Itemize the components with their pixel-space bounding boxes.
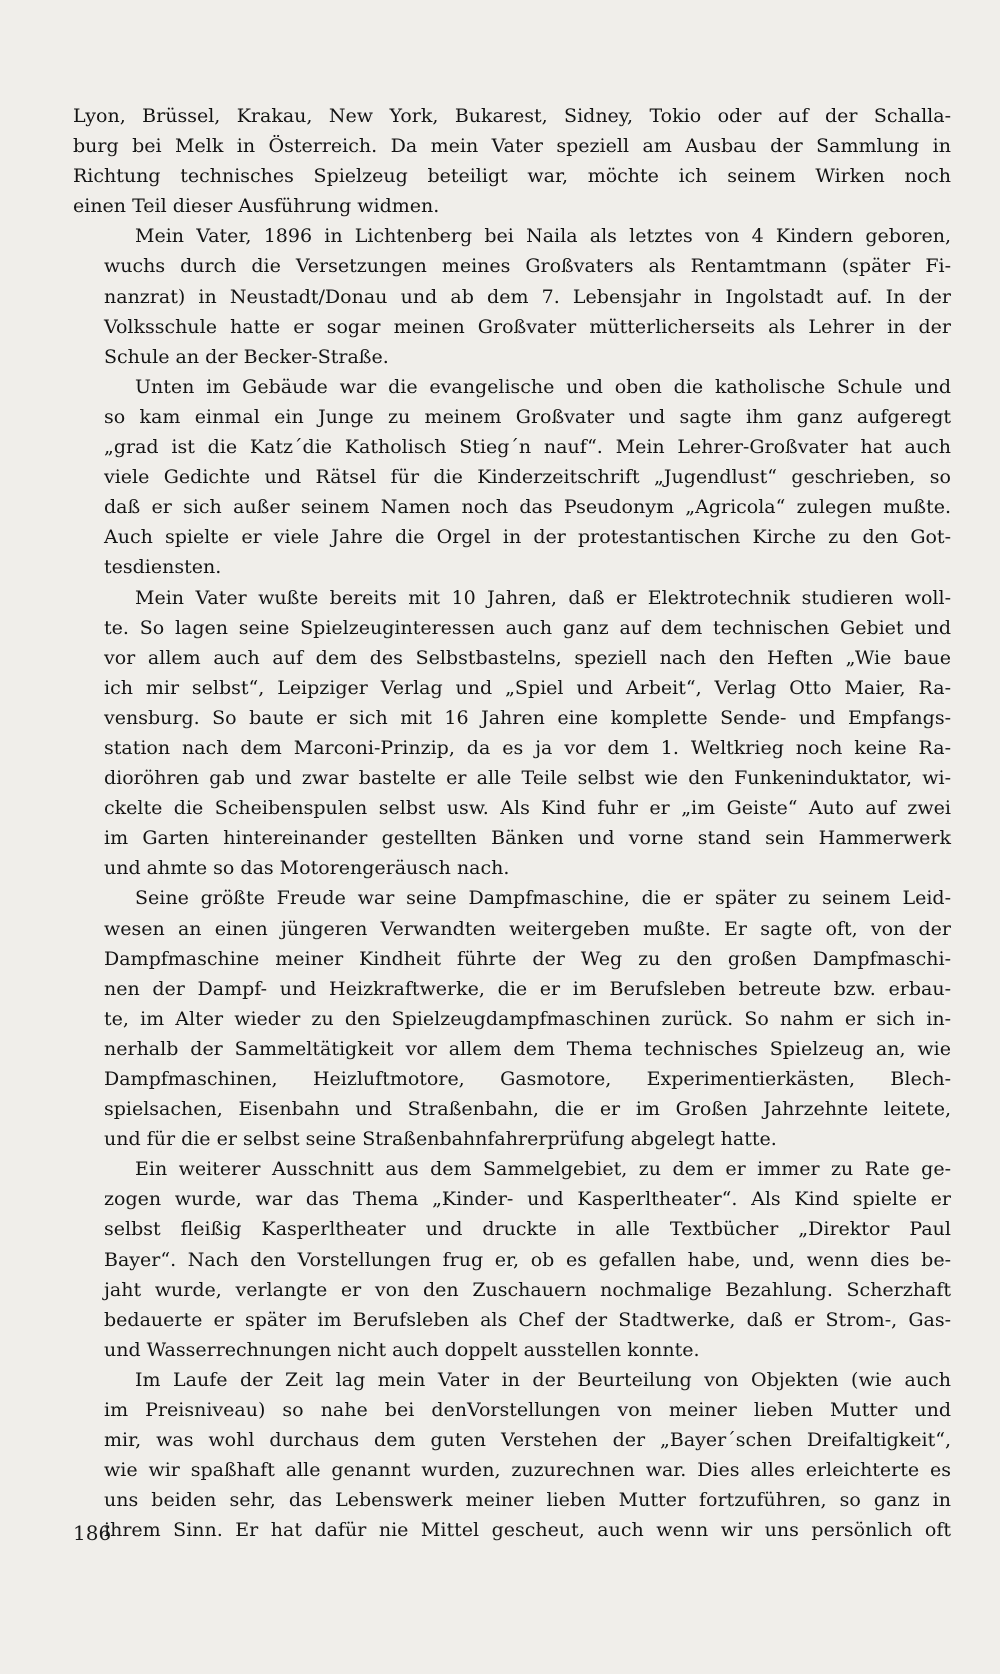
text-line: uns beiden sehr, das Lebenswerk meiner lieben Mutter fortzuführen, so ganz in <box>104 1489 951 1512</box>
text-line: Lyon, Brüssel, Krakau, New York, Bukarest, Sidney, Tokio oder auf der Schalla- <box>73 105 951 127</box>
text-line: nerhalb der Sammeltätigkeit vor allem dem Thema technisches Spielzeug an, wie <box>104 1037 951 1060</box>
text-line: nen der Dampf- und Heizkraftwerke, die er im Berufsleben betreute bzw. erbau- <box>104 977 951 1000</box>
text-line: nanzrat) in Neustadt/Donau und ab dem 7. Lebensjahr in Ingolstadt auf. In der <box>104 285 951 308</box>
text-line: ckelte die Scheibenspulen selbst usw. Als Kind fuhr er „im Geiste“ Auto auf zwei <box>104 797 951 820</box>
text-line: so kam einmal ein Junge zu meinem Großvater und sagte ihm ganz aufgeregt <box>104 405 951 428</box>
text-line: vensburg. So baute er sich mit 16 Jahren eine komplette Sende- und Empfangs- <box>104 706 951 729</box>
paragraph <box>73 221 951 371</box>
text-line: ihrem Sinn. Er hat dafür nie Mittel gescheut, auch wenn wir uns persönlich oft <box>104 1519 951 1542</box>
text-line: ich mir selbst“, Leipziger Verlag und „Spiel und Arbeit“, Verlag Otto Maier, Ra- <box>104 676 951 699</box>
paragraph <box>73 101 951 221</box>
text-line: und ahmte so das Motorengeräusch nach. <box>104 857 510 880</box>
text-line: burg bei Melk in Österreich. Da mein Vater speziell am Ausbau der Sammlung in <box>73 135 951 158</box>
body-text <box>73 101 951 1546</box>
text-line: Dampfmaschinen, Heizluftmotore, Gasmotore, Experimentierkästen, Blech- <box>104 1068 951 1090</box>
text-line: im Preisniveau) so nahe bei denVorstellungen von meiner lieben Mutter und <box>104 1399 951 1422</box>
paragraph <box>73 1154 951 1365</box>
text-line: te, im Alter wieder zu den Spielzeugdampfmaschinen zurück. So nahm er sich in- <box>104 1007 951 1030</box>
text-line: tesdiensten. <box>104 556 222 579</box>
paragraph <box>73 372 951 583</box>
text-line: te. So lagen seine Spielzeuginteressen auch ganz auf dem technischen Gebiet und <box>104 616 951 639</box>
text-line: jaht wurde, verlangte er von den Zuschauern nochmalige Bezahlung. Scherzhaft <box>104 1278 951 1301</box>
text-line: wie wir spaßhaft alle genannt wurden, zuzurechnen war. Dies alles erleichterte es <box>104 1459 951 1482</box>
text-line: Dampfmaschine meiner Kindheit führte der Weg zu den großen Dampfmaschi- <box>104 947 951 970</box>
text-line: Auch spielte er viele Jahre die Orgel in der protestantischen Kirche zu den Got- <box>104 526 951 549</box>
paragraph <box>73 583 951 884</box>
text-line: bedauerte er später im Berufsleben als Chef der Stadtwerke, daß er Strom-, Gas- <box>104 1308 951 1331</box>
text-line: viele Gedichte und Rätsel für die Kinderzeitschrift „Jugendlust“ geschrieben, so <box>104 466 951 489</box>
text-line: einen Teil dieser Ausführung widmen. <box>73 195 440 218</box>
text-line: und Wasserrechnungen nicht auch doppelt ausstellen konnte. <box>104 1338 700 1361</box>
text-line: zogen wurde, war das Thema „Kinder- und Kasperltheater“. Als Kind spielte er <box>104 1188 951 1211</box>
text-line: Ein weiterer Ausschnitt aus dem Sammelgebiet, zu dem er immer zu Rate ge- <box>135 1158 951 1181</box>
text-line: Unten im Gebäude war die evangelische und oben die katholische Schule und <box>135 375 951 398</box>
text-line: mir, was wohl durchaus dem guten Verstehen der „Bayer´schen Dreifaltigkeit“, <box>104 1429 951 1452</box>
text-line: daß er sich außer seinem Namen noch das Pseudonym „Agricola“ zulegen mußte. <box>104 496 951 519</box>
text-line: station nach dem Marconi-Prinzip, da es ja vor dem 1. Weltkrieg noch keine Ra- <box>104 736 951 759</box>
text-line: Bayer“. Nach den Vorstellungen frug er, ob es gefallen habe, und, wenn dies be- <box>104 1248 951 1271</box>
text-line: wuchs durch die Versetzungen meines Großvaters als Rentamtmann (später Fi- <box>104 255 951 278</box>
text-line: „grad ist die Katz´die Katholisch Stieg´n nauf“. Mein Lehrer-Großvater hat auch <box>104 436 951 459</box>
text-line: und für die er selbst seine Straßenbahnfahrerprüfung abgelegt hatte. <box>104 1128 777 1151</box>
text-line: Volksschule hatte er sogar meinen Großvater mütterlicherseits als Lehrer in der <box>104 315 951 338</box>
text-line: Mein Vater wußte bereits mit 10 Jahren, daß er Elektrotechnik studieren woll- <box>135 586 951 609</box>
text-line: Seine größte Freude war seine Dampfmaschine, die er später zu seinem Leid- <box>135 887 951 910</box>
paragraph <box>73 883 951 1154</box>
text-line: spielsachen, Eisenbahn und Straßenbahn, die er im Großen Jahrzehnte leitete, <box>104 1098 951 1121</box>
page-number: 186 <box>73 1521 112 1545</box>
text-line: Im Laufe der Zeit lag mein Vater in der Beurteilung von Objekten (wie auch <box>135 1368 951 1391</box>
text-line: Mein Vater, 1896 in Lichtenberg bei Naila als letztes von 4 Kindern geboren, <box>135 225 951 248</box>
text-line: Schule an der Becker-Straße. <box>104 345 389 368</box>
text-line: wesen an einen jüngeren Verwandten weitergeben mußte. Er sagte oft, von der <box>104 917 951 940</box>
text-line: Richtung technisches Spielzeug beteiligt war, möchte ich seinem Wirken noch <box>73 165 951 188</box>
text-line: vor allem auch auf dem des Selbstbastelns, speziell nach den Heften „Wie baue <box>104 646 951 669</box>
text-line: selbst fleißig Kasperltheater und druckte in alle Textbücher „Direktor Paul <box>104 1218 951 1241</box>
paragraph <box>73 1365 951 1546</box>
text-line: im Garten hintereinander gestellten Bänken und vorne stand sein Hammerwerk <box>104 827 951 850</box>
text-line: dioröhren gab und zwar bastelte er alle Teile selbst wie den Funkeninduktator, wi- <box>104 767 951 790</box>
